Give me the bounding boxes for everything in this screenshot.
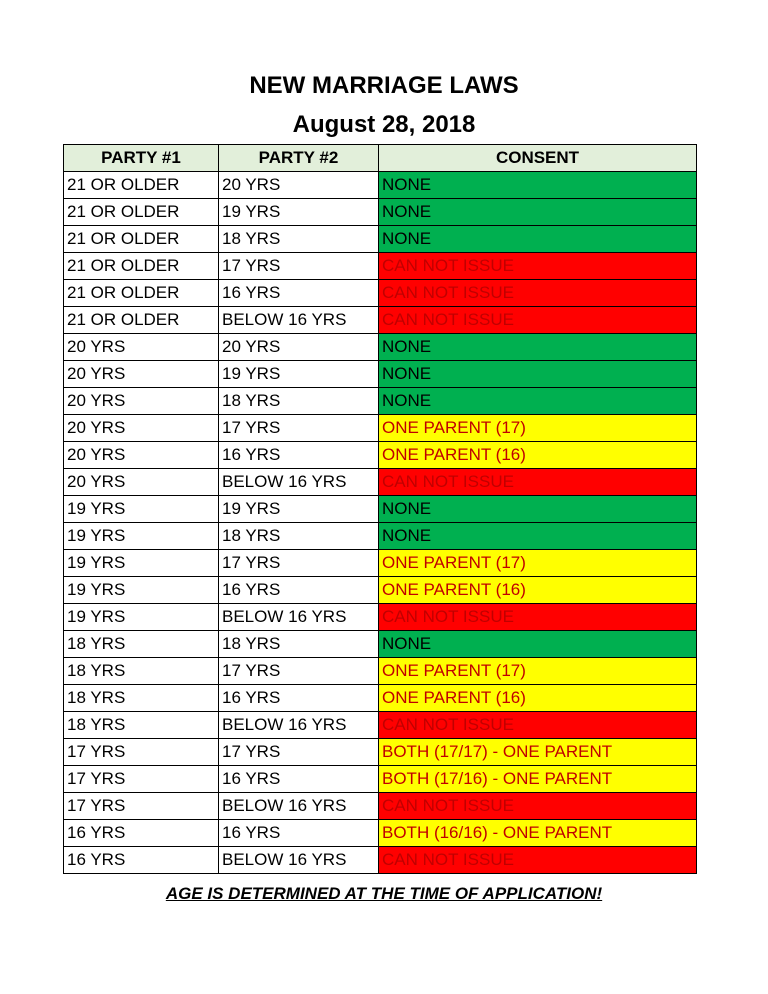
- party-2-cell: BELOW 16 YRS: [219, 712, 379, 739]
- consent-cell: BOTH (17/16) - ONE PARENT: [379, 766, 697, 793]
- party-1-cell: 19 YRS: [64, 550, 219, 577]
- consent-cell: NONE: [379, 334, 697, 361]
- table-row: [64, 172, 697, 199]
- party-1-cell: 19 YRS: [64, 604, 219, 631]
- party-1-cell: 21 OR OLDER: [64, 253, 219, 280]
- table-row: [64, 334, 697, 361]
- table-row: [64, 442, 697, 469]
- party-2-cell: BELOW 16 YRS: [219, 469, 379, 496]
- party-1-cell: 17 YRS: [64, 739, 219, 766]
- party-1-cell: 20 YRS: [64, 415, 219, 442]
- consent-cell: CAN NOT ISSUE: [379, 253, 697, 280]
- table-row: [64, 604, 697, 631]
- table-row: [64, 631, 697, 658]
- table-row: [64, 199, 697, 226]
- party-1-cell: 21 OR OLDER: [64, 307, 219, 334]
- consent-cell: CAN NOT ISSUE: [379, 280, 697, 307]
- table-row: [64, 577, 697, 604]
- table-header-row: [64, 145, 697, 172]
- party-2-cell: 18 YRS: [219, 388, 379, 415]
- consent-cell: ONE PARENT (16): [379, 577, 697, 604]
- party-1-cell: 18 YRS: [64, 658, 219, 685]
- consent-cell: NONE: [379, 631, 697, 658]
- table-row: [64, 469, 697, 496]
- consent-cell: NONE: [379, 199, 697, 226]
- party-1-cell: 18 YRS: [64, 712, 219, 739]
- header-party-2: PARTY #2: [219, 145, 379, 172]
- consent-cell: NONE: [379, 523, 697, 550]
- party-1-cell: 20 YRS: [64, 442, 219, 469]
- consent-cell: ONE PARENT (16): [379, 685, 697, 712]
- party-1-cell: 17 YRS: [64, 793, 219, 820]
- party-2-cell: 17 YRS: [219, 550, 379, 577]
- consent-cell: CAN NOT ISSUE: [379, 712, 697, 739]
- party-2-cell: BELOW 16 YRS: [219, 793, 379, 820]
- header-party-1: PARTY #1: [64, 145, 219, 172]
- consent-cell: NONE: [379, 226, 697, 253]
- party-2-cell: 18 YRS: [219, 523, 379, 550]
- table-row: [64, 712, 697, 739]
- party-2-cell: 17 YRS: [219, 253, 379, 280]
- page-subtitle-date: August 28, 2018: [292, 111, 476, 138]
- party-2-cell: 17 YRS: [219, 415, 379, 442]
- table-row: [64, 361, 697, 388]
- footer-note: AGE IS DETERMINED AT THE TIME OF APPLICATION!: [165, 884, 603, 903]
- header-consent: CONSENT: [379, 145, 697, 172]
- table-row: [64, 226, 697, 253]
- party-2-cell: BELOW 16 YRS: [219, 847, 379, 874]
- party-1-cell: 20 YRS: [64, 361, 219, 388]
- page-title: NEW MARRIAGE LAWS: [249, 72, 519, 99]
- party-2-cell: 17 YRS: [219, 658, 379, 685]
- consent-cell: CAN NOT ISSUE: [379, 469, 697, 496]
- party-2-cell: 19 YRS: [219, 361, 379, 388]
- party-1-cell: 16 YRS: [64, 847, 219, 874]
- consent-cell: NONE: [379, 388, 697, 415]
- table-row: [64, 739, 697, 766]
- party-2-cell: BELOW 16 YRS: [219, 307, 379, 334]
- consent-cell: ONE PARENT (17): [379, 415, 697, 442]
- consent-cell: ONE PARENT (16): [379, 442, 697, 469]
- party-1-cell: 16 YRS: [64, 820, 219, 847]
- party-1-cell: 21 OR OLDER: [64, 226, 219, 253]
- table-body: [64, 172, 697, 874]
- consent-cell: CAN NOT ISSUE: [379, 793, 697, 820]
- party-2-cell: BELOW 16 YRS: [219, 604, 379, 631]
- party-2-cell: 16 YRS: [219, 577, 379, 604]
- consent-cell: ONE PARENT (17): [379, 658, 697, 685]
- party-1-cell: 18 YRS: [64, 685, 219, 712]
- table-row: [64, 307, 697, 334]
- consent-cell: NONE: [379, 172, 697, 199]
- consent-cell: CAN NOT ISSUE: [379, 307, 697, 334]
- party-1-cell: 19 YRS: [64, 523, 219, 550]
- table-row: [64, 820, 697, 847]
- party-2-cell: 20 YRS: [219, 334, 379, 361]
- party-2-cell: 16 YRS: [219, 280, 379, 307]
- consent-cell: BOTH (17/17) - ONE PARENT: [379, 739, 697, 766]
- party-1-cell: 19 YRS: [64, 496, 219, 523]
- table-row: [64, 847, 697, 874]
- party-1-cell: 21 OR OLDER: [64, 199, 219, 226]
- party-2-cell: 16 YRS: [219, 685, 379, 712]
- party-2-cell: 18 YRS: [219, 226, 379, 253]
- consent-cell: BOTH (16/16) - ONE PARENT: [379, 820, 697, 847]
- party-1-cell: 20 YRS: [64, 334, 219, 361]
- party-1-cell: 21 OR OLDER: [64, 172, 219, 199]
- consent-cell: NONE: [379, 361, 697, 388]
- party-2-cell: 19 YRS: [219, 496, 379, 523]
- party-1-cell: 20 YRS: [64, 469, 219, 496]
- table-row: [64, 496, 697, 523]
- party-1-cell: 21 OR OLDER: [64, 280, 219, 307]
- table-row: [64, 550, 697, 577]
- party-2-cell: 19 YRS: [219, 199, 379, 226]
- party-1-cell: 17 YRS: [64, 766, 219, 793]
- consent-cell: ONE PARENT (17): [379, 550, 697, 577]
- party-2-cell: 20 YRS: [219, 172, 379, 199]
- party-2-cell: 16 YRS: [219, 766, 379, 793]
- table-row: [64, 415, 697, 442]
- consent-cell: NONE: [379, 496, 697, 523]
- marriage-consent-table: [63, 144, 697, 874]
- consent-cell: CAN NOT ISSUE: [379, 847, 697, 874]
- party-2-cell: 17 YRS: [219, 739, 379, 766]
- party-1-cell: 19 YRS: [64, 577, 219, 604]
- party-1-cell: 18 YRS: [64, 631, 219, 658]
- table-row: [64, 523, 697, 550]
- table-row: [64, 685, 697, 712]
- table-row: [64, 658, 697, 685]
- party-2-cell: 16 YRS: [219, 442, 379, 469]
- table-row: [64, 253, 697, 280]
- table-row: [64, 388, 697, 415]
- party-2-cell: 16 YRS: [219, 820, 379, 847]
- table-row: [64, 280, 697, 307]
- consent-cell: CAN NOT ISSUE: [379, 604, 697, 631]
- party-2-cell: 18 YRS: [219, 631, 379, 658]
- table-row: [64, 766, 697, 793]
- party-1-cell: 20 YRS: [64, 388, 219, 415]
- table-row: [64, 793, 697, 820]
